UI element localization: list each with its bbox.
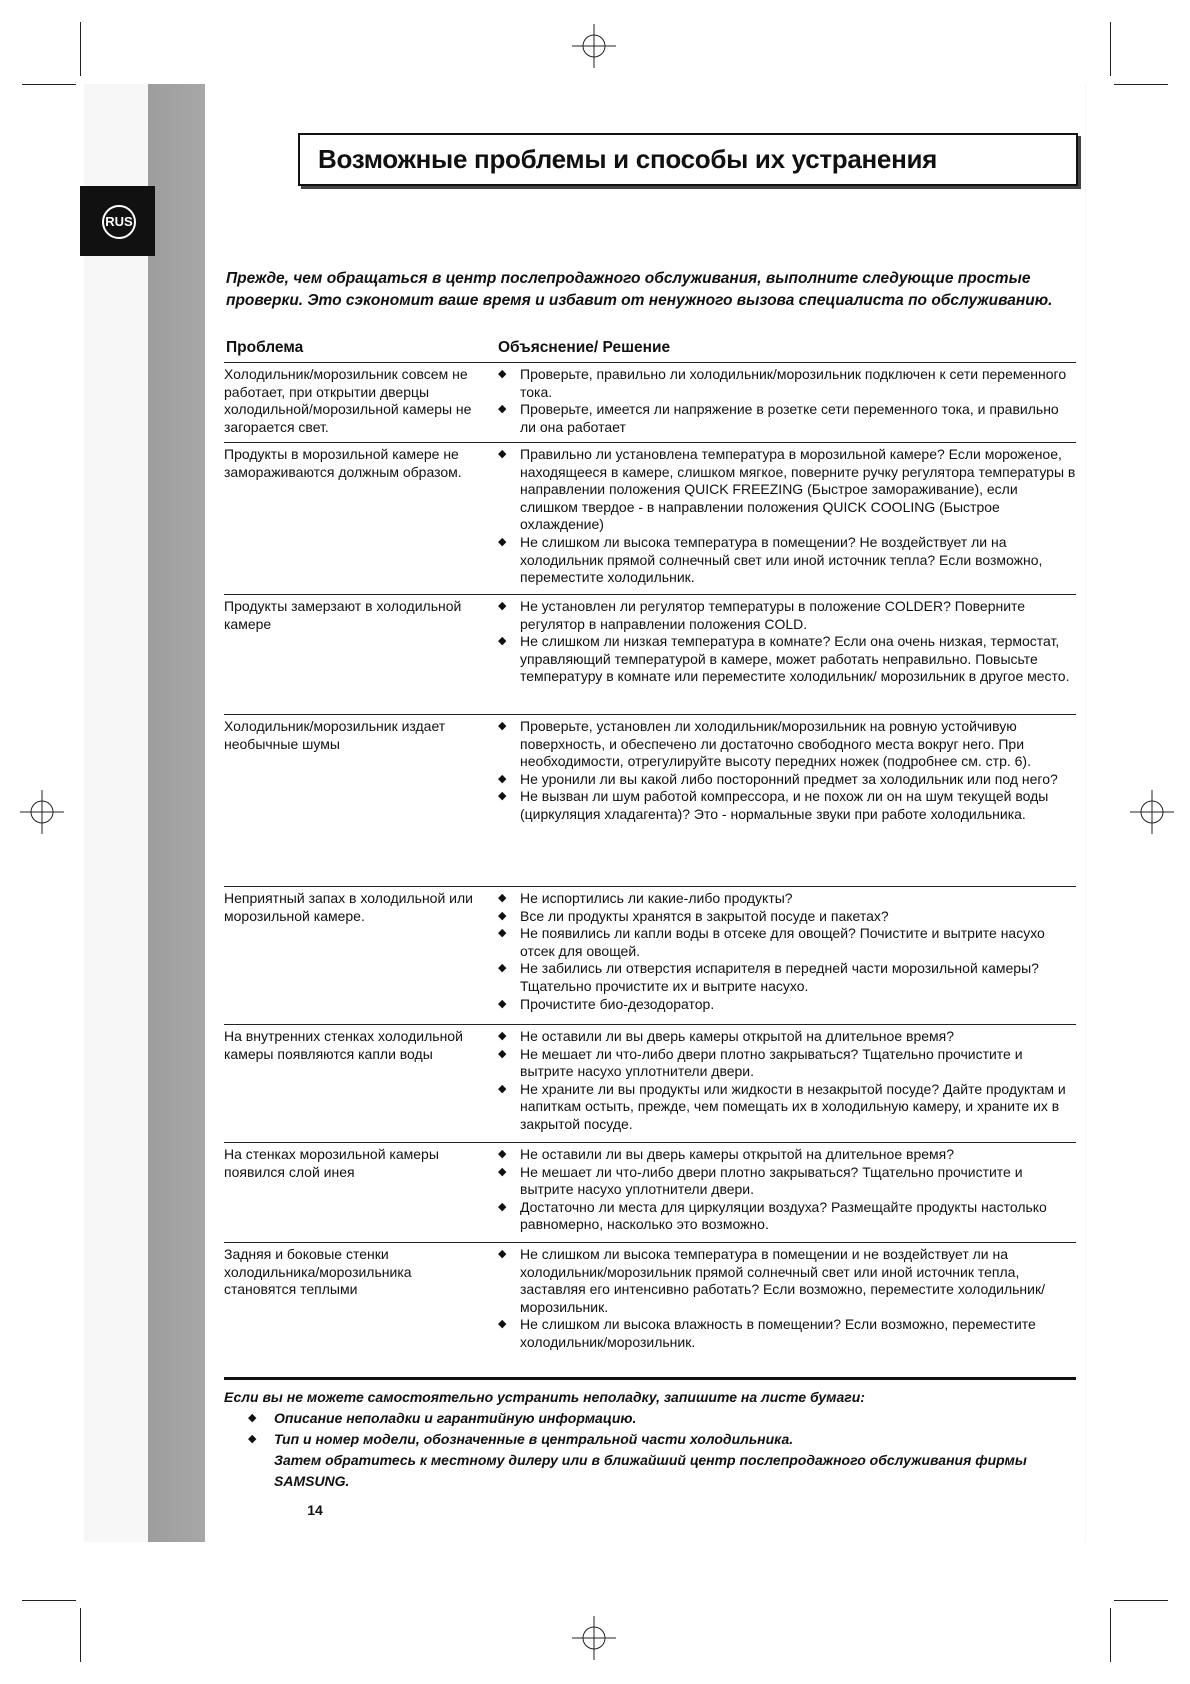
header-problem: Проблема [226, 339, 304, 356]
table-divider [224, 714, 1076, 715]
bullet-icon: ◆ [498, 997, 507, 1010]
crop-mark [22, 1600, 76, 1601]
bullet-icon: ◆ [498, 1148, 507, 1160]
bullet-icon: ◆ [498, 772, 507, 785]
solution-item: ◆ Не слишком ли высока температура в помещении и не воздействует ли на холодильник/морозильник прямой солнечный свет или иной источник тепла, заставляя его интенсивно работать? Если возможно, переместите холодильник/морозильник. [498, 1246, 1045, 1315]
page-title: Возможные проблемы и способы их устранения [318, 144, 938, 174]
page-title-box [298, 133, 1078, 186]
solution-item: ◆ Не вызван ли шум работой компрессора, и не похож ли он на шум текущей воды (циркуляция хладагента)? Это - нормальные звуки при работе холодильника. [498, 788, 1049, 822]
bullet-icon: ◆ [498, 790, 507, 803]
solution-cell [498, 890, 1078, 1013]
problem-cell: На стенках морозильной камеры появился слой инея [224, 1146, 439, 1180]
problem-cell: Холодильник/морозильник издает необычные шумы [224, 718, 446, 752]
solution-item: ◆ Достаточно ли места для циркуляции воздуха? Размещайте продукты настолько равномерно, насколько это возможно. [498, 1198, 1047, 1233]
bullet-icon: ◆ [498, 1318, 507, 1331]
solution-cell [498, 366, 1078, 436]
table-divider [224, 362, 1076, 363]
bullet-icon: ◆ [498, 927, 507, 940]
solution-item: ◆ Прочистите био-дезодоратор. [498, 995, 715, 1012]
solution-cell [498, 718, 1078, 824]
solution-cell [498, 446, 1078, 587]
solution-item: ◆ Не слишком ли высока влажность в помещении? Если возможно, переместите холодильник/морозильник. [498, 1316, 1036, 1350]
footer-item: ◆ Тип и номер модели, обозначенные в центральной части холодильника. [224, 1429, 1084, 1450]
bullet-icon: ◆ [498, 909, 507, 922]
bullet-icon: ◆ [498, 892, 507, 904]
solution-item: ◆ Не оставили ли вы дверь камеры открытой на длительное время? [498, 1146, 955, 1162]
solution-item: ◆ Не слишком ли высока температура в помещении? Не воздействует ли на холодильник прямой солнечный свет или иной источник тепла? Если возможно, переместите холодильник. [498, 533, 1043, 586]
table-divider [224, 442, 1076, 443]
solution-item: ◆ Не оставили ли вы дверь камеры открытой на длительное время? [498, 1028, 955, 1044]
bullet-icon: ◆ [248, 1412, 257, 1424]
solution-item: ◆ Не установлен ли регулятор температуры в положение COLDER? Поверните регулятор в направлении положения COLD. [498, 598, 1026, 632]
footer-lead: Если вы не можете самостоятельно устранить неполадку, запишите на листе бумаги: [224, 1389, 865, 1405]
crop-mark [1114, 1600, 1168, 1601]
solution-item: ◆ Проверьте, правильно ли холодильник/морозильник подключен к сети переменного тока. [498, 366, 1067, 400]
solution-item: ◆ Правильно ли установлена температура в морозильной камере? Если мороженое, находящееся в камере, слишком мягкое, поверните ручку регулятора температуры в направлении положения QUICK FREEZING (Быстрое замораживание), если слишком твердое - в направлении положения QUICK COOLING (Быстрое охлаждение) [498, 446, 1076, 533]
page-number: 14 [307, 1502, 323, 1518]
crop-mark [80, 1608, 81, 1662]
bullet-icon: ◆ [498, 1200, 507, 1213]
language-tab [80, 186, 155, 256]
registration-mark-icon [572, 24, 616, 68]
problem-cell: Холодильник/морозильник совсем не работает, при открытии дверцы холодильной/морозильной камеры не загорается свет. [224, 366, 472, 435]
table-divider [224, 886, 1076, 887]
solution-item: ◆ Не мешает ли что-либо двери плотно закрываться? Тщательно прочистите и вытрите насухо уплотнители двери. [498, 1045, 1023, 1080]
solution-item: ◆ Не испортились ли какие-либо продукты? [498, 890, 793, 906]
bullet-icon: ◆ [498, 1047, 507, 1060]
footer-note [224, 1387, 1084, 1492]
solution-item: ◆ Не уронили ли вы какой либо посторонний предмет за холодильник или под него? [498, 770, 1058, 787]
bullet-icon: ◆ [498, 1165, 507, 1178]
bullet-icon: ◆ [498, 1030, 507, 1042]
solution-item: ◆ Не мешает ли что-либо двери плотно закрываться? Тщательно прочистите и вытрите насухо уплотнители двери. [498, 1163, 1023, 1198]
bullet-icon: ◆ [498, 635, 507, 648]
solution-item: ◆ Не забились ли отверстия испарителя в передней части морозильной камеры? Тщательно прочистите их и вытрите насухо. [498, 960, 1039, 994]
header-solution: Объяснение/ Решение [498, 339, 671, 356]
table-divider [224, 1242, 1076, 1243]
solution-item: ◆ Проверьте, имеется ли напряжение в розетке сети переменного тока, и правильно ли она работает [498, 401, 1059, 435]
solution-item: ◆ Не храните ли вы продукты или жидкости в незакрытой посуде? Дайте продуктам и напиткам остыть, прежде, чем помещать их в холодильную камеру, и храните их в закрытой посуде. [498, 1080, 1066, 1132]
crop-mark [22, 84, 76, 85]
bullet-icon: ◆ [498, 535, 507, 548]
bullet-icon: ◆ [498, 403, 507, 416]
solution-item: ◆ Не слишком ли низкая температура в комнате? Если она очень низкая, термостат, управляющий температурой в камере, может работать неправильно. Повысьте температуру в комнате или переместите холодильник/ морозильник в другое место. [498, 633, 1070, 685]
crop-mark [80, 22, 81, 76]
table-divider [224, 1024, 1076, 1025]
crop-mark [1114, 84, 1168, 85]
registration-mark-icon [1130, 790, 1174, 834]
intro-text: Прежде, чем обращаться в центр послепродажного обслуживания, выполните следующие простые проверки. Это сэкономит ваше время и избавит от ненужного вызова специалиста по обслуживанию. [226, 270, 1053, 309]
footer-divider [224, 1377, 1076, 1380]
bullet-icon: ◆ [498, 448, 507, 460]
problem-cell: На внутренних стенках холодильной камеры появляются капли воды [224, 1028, 463, 1062]
solution-cell [498, 1028, 1078, 1134]
solution-cell [498, 598, 1078, 686]
bullet-icon: ◆ [498, 368, 507, 380]
solution-cell [498, 1246, 1078, 1352]
footer-item: ◆ Описание неполадки и гарантийную информацию. [224, 1408, 1084, 1429]
bullet-icon: ◆ [498, 600, 507, 612]
registration-mark-icon [572, 1616, 616, 1660]
table-divider [224, 1142, 1076, 1143]
bullet-icon: ◆ [498, 962, 507, 975]
solution-item: ◆ Не появились ли капли воды в отсеке для овощей? Почистите и вытрите насухо отсек для овощей. [498, 925, 1045, 959]
registration-mark-icon [20, 790, 64, 834]
solution-cell [498, 1146, 1078, 1234]
problem-cell: Продукты в морозильной камере не замораживаются должным образом. [224, 446, 462, 480]
crop-mark [1110, 1608, 1111, 1662]
crop-mark [1110, 22, 1111, 76]
bullet-icon: ◆ [498, 1082, 507, 1095]
bullet-icon: ◆ [248, 1433, 257, 1445]
solution-item: ◆ Проверьте, установлен ли холодильник/морозильник на ровную устойчивую поверхность, и обеспечено ли достаточно свободного места вокруг него. При необходимости, отрегулируйте высоту передних ножек (подробнее см. стр. 6). [498, 718, 1031, 770]
problem-cell: Продукты замерзают в холодильной камере [224, 598, 462, 632]
solution-item: ◆ Все ли продукты хранятся в закрытой посуде и пакетах? [498, 907, 889, 924]
footer-closing: Затем обратитесь к местному дилеру или в ближайший центр послепродажного обслуживания фирмы SAMSUNG. [274, 1452, 1027, 1489]
problem-cell: Неприятный запах в холодильной или морозильной камере. [224, 890, 473, 924]
language-tab-label: RUS [102, 205, 136, 239]
bullet-icon: ◆ [498, 720, 507, 732]
problem-cell: Задняя и боковые стенки холодильника/морозильника становятся теплыми [224, 1246, 412, 1298]
bullet-icon: ◆ [498, 1248, 507, 1260]
table-divider [224, 594, 1076, 595]
